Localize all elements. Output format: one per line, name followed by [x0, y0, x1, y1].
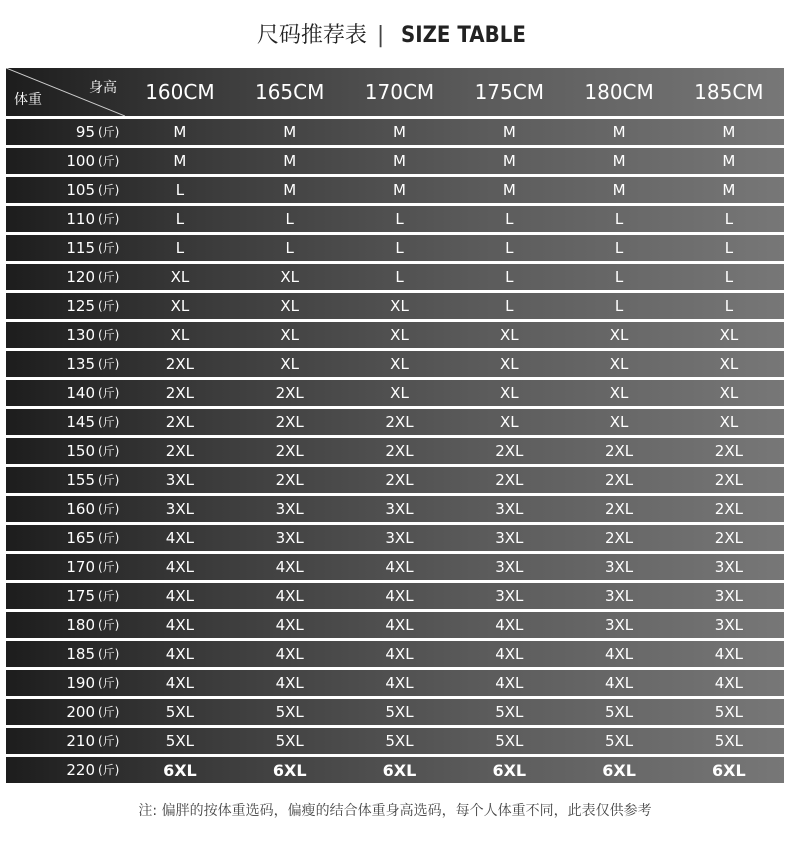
page-title — [0, 20, 790, 52]
weight-value: 125 — [66, 297, 95, 315]
weight-unit: (斤) — [98, 328, 120, 342]
weight-cell — [6, 612, 125, 638]
table-row — [6, 438, 784, 464]
size-cell: 3XL — [275, 500, 304, 518]
size-cell: XL — [390, 326, 409, 344]
size-cell: 2XL — [714, 471, 743, 489]
size-cell: 3XL — [604, 616, 634, 634]
size-cell: 3XL — [495, 529, 524, 547]
weight-unit: (斤) — [98, 589, 120, 603]
title-en: SIZE TABLE — [401, 23, 527, 48]
weight-value: 170 — [66, 558, 95, 576]
size-cell: 6XL — [492, 760, 527, 780]
weight-value: 210 — [66, 732, 95, 750]
size-cell: 4XL — [385, 616, 414, 634]
size-cell: M — [393, 123, 406, 141]
size-cell: L — [175, 239, 185, 257]
size-cell: M — [393, 181, 406, 199]
size-cell: 4XL — [714, 645, 743, 663]
table-row — [6, 409, 784, 435]
size-cell: 2XL — [604, 471, 634, 489]
weight-unit: (斤) — [98, 618, 120, 632]
size-cell: 5XL — [604, 703, 634, 721]
table-row — [6, 554, 784, 580]
size-cell: 2XL — [165, 413, 194, 431]
size-cell: L — [724, 239, 734, 257]
size-cell: 2XL — [275, 471, 304, 489]
size-cell: 5XL — [385, 732, 414, 750]
size-cell: 6XL — [163, 760, 197, 780]
weight-unit: (斤) — [98, 647, 120, 661]
size-cell: M — [502, 152, 516, 170]
table-row — [6, 699, 784, 725]
weight-unit: (斤) — [98, 241, 120, 255]
weight-cell — [6, 380, 125, 406]
table-row — [6, 496, 784, 522]
size-cell: 2XL — [385, 413, 414, 431]
weight-cell — [6, 235, 125, 261]
table-body — [6, 119, 784, 783]
size-cell: M — [612, 152, 626, 170]
size-cell: XL — [499, 413, 519, 431]
weight-cell — [6, 583, 125, 609]
size-cell: 2XL — [495, 471, 524, 489]
size-cell: 4XL — [714, 674, 743, 692]
size-cell: XL — [609, 326, 629, 344]
size-cell: 5XL — [495, 703, 524, 721]
weight-cell — [6, 119, 125, 145]
size-cell: 4XL — [385, 558, 414, 576]
size-cell: 4XL — [165, 674, 194, 692]
size-cell: M — [393, 152, 406, 170]
size-cell: L — [614, 268, 624, 286]
weight-unit: (斤) — [98, 444, 120, 458]
size-cell: L — [395, 268, 404, 286]
weight-value: 140 — [66, 384, 95, 402]
size-cell: 5XL — [495, 732, 524, 750]
table-row — [6, 525, 784, 551]
size-cell: 3XL — [714, 616, 743, 634]
title-separator: | — [376, 23, 385, 48]
weight-unit: (斤) — [98, 212, 120, 226]
size-cell: XL — [170, 268, 190, 286]
weight-cell — [6, 525, 125, 551]
weight-unit: (斤) — [98, 154, 120, 168]
table-row — [6, 293, 784, 319]
footnote: 注: 偏胖的按体重选码，偏瘦的结合体重身高选码，每个人体重不同，此表仅供参考 — [138, 803, 652, 819]
size-cell: 2XL — [275, 442, 304, 460]
size-cell: 4XL — [275, 616, 304, 634]
table-row — [6, 351, 784, 377]
weight-value: 160 — [66, 500, 95, 518]
size-cell: M — [502, 181, 516, 199]
size-cell: 6XL — [602, 760, 636, 780]
weight-unit: (斤) — [98, 357, 120, 371]
weight-cell — [6, 322, 125, 348]
size-cell: 5XL — [604, 732, 634, 750]
size-cell: 5XL — [714, 703, 743, 721]
weight-value: 180 — [66, 616, 95, 634]
weight-cell — [6, 641, 125, 667]
weight-unit: (斤) — [98, 270, 120, 284]
size-cell: L — [614, 210, 624, 228]
weight-cell — [6, 264, 125, 290]
size-cell: 2XL — [165, 442, 194, 460]
weight-value: 130 — [66, 326, 95, 344]
table-row — [6, 757, 784, 783]
size-cell: 3XL — [385, 529, 414, 547]
weight-cell — [6, 206, 125, 232]
table-row — [6, 119, 784, 145]
size-cell: 5XL — [275, 732, 304, 750]
size-cell: XL — [499, 384, 519, 402]
size-cell: 6XL — [272, 760, 307, 780]
weight-value: 220 — [66, 761, 95, 779]
size-cell: 3XL — [604, 587, 634, 605]
size-cell: XL — [280, 355, 300, 373]
size-cell: L — [505, 239, 514, 257]
weight-value: 165 — [66, 529, 95, 547]
size-cell: XL — [280, 268, 300, 286]
size-cell: L — [505, 268, 514, 286]
size-cell: 3XL — [385, 500, 414, 518]
size-cell: L — [724, 268, 734, 286]
size-cell: L — [724, 297, 734, 315]
size-cell: 2XL — [165, 384, 194, 402]
weight-cell — [6, 728, 125, 754]
table-row — [6, 264, 784, 290]
size-cell: XL — [609, 413, 629, 431]
corner-height-label: 身高 — [89, 80, 117, 96]
size-cell: M — [722, 123, 736, 141]
size-cell: 2XL — [604, 442, 634, 460]
size-cell: XL — [499, 326, 519, 344]
weight-cell — [6, 148, 125, 174]
size-cell: 2XL — [604, 529, 634, 547]
size-cell: M — [283, 181, 297, 199]
table-row — [6, 641, 784, 667]
weight-value: 175 — [66, 587, 95, 605]
corner-weight-label: 体重 — [14, 92, 42, 108]
weight-value: 120 — [66, 268, 95, 286]
weight-unit: (斤) — [98, 299, 120, 313]
size-cell: L — [285, 239, 294, 257]
height-header: 180CM — [584, 80, 654, 104]
size-cell: 2XL — [714, 500, 743, 518]
weight-unit: (斤) — [98, 183, 120, 197]
weight-unit: (斤) — [98, 531, 120, 545]
size-cell: M — [283, 123, 297, 141]
weight-value: 190 — [66, 674, 95, 692]
size-cell: M — [283, 152, 297, 170]
size-cell: M — [173, 123, 187, 141]
size-cell: 2XL — [714, 529, 743, 547]
size-cell: 2XL — [275, 413, 304, 431]
size-cell: 4XL — [604, 674, 634, 692]
size-cell: 2XL — [385, 471, 414, 489]
size-cell: 2XL — [604, 500, 634, 518]
size-cell: 5XL — [165, 703, 194, 721]
size-cell: L — [175, 210, 185, 228]
size-cell: XL — [170, 297, 190, 315]
weight-cell — [6, 409, 125, 435]
weight-value: 100 — [66, 152, 95, 170]
size-cell: 3XL — [495, 500, 524, 518]
weight-value: 105 — [66, 181, 95, 199]
table-row — [6, 728, 784, 754]
corner-cell — [6, 68, 125, 116]
size-cell: 2XL — [714, 442, 743, 460]
weight-cell — [6, 351, 125, 377]
weight-unit: (斤) — [98, 705, 120, 719]
weight-cell — [6, 438, 125, 464]
size-cell: 2XL — [275, 384, 304, 402]
weight-cell — [6, 177, 125, 203]
size-cell: 4XL — [275, 645, 304, 663]
weight-unit: (斤) — [98, 763, 120, 777]
size-cell: XL — [390, 384, 409, 402]
table-row — [6, 583, 784, 609]
height-header: 185CM — [694, 80, 764, 104]
size-cell: 4XL — [604, 645, 634, 663]
size-cell: 6XL — [712, 760, 746, 780]
size-cell: 3XL — [714, 587, 743, 605]
size-cell: XL — [390, 297, 409, 315]
size-cell: XL — [499, 355, 519, 373]
size-cell: 3XL — [165, 500, 194, 518]
table-row — [6, 612, 784, 638]
table-row — [6, 380, 784, 406]
size-cell: 6XL — [382, 760, 417, 780]
weight-value: 150 — [66, 442, 95, 460]
size-cell: 5XL — [275, 703, 304, 721]
size-cell: 5XL — [714, 732, 743, 750]
table-row — [6, 148, 784, 174]
size-cell: XL — [280, 326, 300, 344]
size-cell: 2XL — [495, 442, 524, 460]
weight-value: 145 — [66, 413, 95, 431]
weight-cell — [6, 467, 125, 493]
size-cell: 4XL — [165, 616, 194, 634]
size-table — [6, 68, 784, 786]
size-cell: XL — [719, 384, 739, 402]
size-cell: XL — [280, 297, 300, 315]
size-cell: M — [173, 152, 187, 170]
table-row — [6, 177, 784, 203]
size-cell: 3XL — [495, 558, 524, 576]
height-header: 160CM — [145, 80, 215, 104]
weight-cell — [6, 496, 125, 522]
size-cell: L — [614, 239, 624, 257]
size-cell: XL — [609, 355, 629, 373]
size-cell: 4XL — [165, 558, 194, 576]
size-cell: 4XL — [385, 587, 414, 605]
size-cell: 4XL — [385, 645, 414, 663]
table-row — [6, 467, 784, 493]
size-cell: 5XL — [385, 703, 414, 721]
size-cell: L — [395, 239, 404, 257]
weight-value: 115 — [66, 239, 95, 257]
weight-value: 110 — [66, 210, 95, 228]
size-cell: M — [612, 123, 626, 141]
size-cell: 4XL — [165, 529, 194, 547]
size-cell: 3XL — [495, 587, 524, 605]
size-cell: 4XL — [495, 645, 524, 663]
table-row — [6, 670, 784, 696]
size-cell: L — [285, 210, 294, 228]
size-cell: 2XL — [165, 355, 194, 373]
height-header: 175CM — [474, 80, 544, 104]
weight-unit: (斤) — [98, 415, 120, 429]
weight-unit: (斤) — [98, 734, 120, 748]
size-cell: 4XL — [165, 587, 194, 605]
size-cell: 4XL — [495, 674, 524, 692]
weight-cell — [6, 757, 125, 783]
weight-unit: (斤) — [98, 560, 120, 574]
weight-cell — [6, 293, 125, 319]
weight-value: 135 — [66, 355, 95, 373]
size-cell: L — [505, 210, 514, 228]
size-cell: 3XL — [165, 471, 194, 489]
size-cell: L — [175, 181, 185, 199]
weight-unit: (斤) — [98, 386, 120, 400]
weight-value: 155 — [66, 471, 95, 489]
weight-value: 95 — [75, 123, 95, 141]
size-cell: M — [722, 181, 736, 199]
title-cn: 尺码推荐表 — [256, 23, 367, 48]
weight-unit: (斤) — [98, 473, 120, 487]
size-cell: 2XL — [385, 442, 414, 460]
size-cell: 4XL — [275, 674, 304, 692]
size-cell: 4XL — [275, 558, 304, 576]
size-cell: L — [505, 297, 514, 315]
size-cell: 4XL — [495, 616, 524, 634]
size-cell: 4XL — [165, 645, 194, 663]
table-row — [6, 235, 784, 261]
weight-cell — [6, 554, 125, 580]
size-cell: 5XL — [165, 732, 194, 750]
size-cell: L — [614, 297, 624, 315]
weight-unit: (斤) — [98, 676, 120, 690]
table-header-row — [6, 68, 784, 116]
size-cell: XL — [719, 355, 739, 373]
weight-unit: (斤) — [98, 502, 120, 516]
height-header: 170CM — [364, 80, 435, 104]
size-cell: L — [395, 210, 404, 228]
size-cell: M — [502, 123, 516, 141]
weight-unit: (斤) — [98, 125, 120, 139]
size-cell: XL — [170, 326, 190, 344]
table-row — [6, 322, 784, 348]
size-cell: XL — [390, 355, 409, 373]
table-row — [6, 206, 784, 232]
size-cell: 3XL — [604, 558, 634, 576]
size-cell: 4XL — [275, 587, 304, 605]
size-cell: XL — [719, 326, 739, 344]
size-cell: M — [722, 152, 736, 170]
size-cell: 4XL — [385, 674, 414, 692]
size-cell: M — [612, 181, 626, 199]
weight-cell — [6, 670, 125, 696]
size-cell: 3XL — [275, 529, 304, 547]
weight-value: 185 — [66, 645, 95, 663]
size-cell: XL — [719, 413, 739, 431]
size-cell: L — [724, 210, 734, 228]
size-cell: 3XL — [714, 558, 743, 576]
weight-cell — [6, 699, 125, 725]
size-cell: XL — [609, 384, 629, 402]
weight-value: 200 — [66, 703, 95, 721]
height-header: 165CM — [254, 80, 325, 104]
